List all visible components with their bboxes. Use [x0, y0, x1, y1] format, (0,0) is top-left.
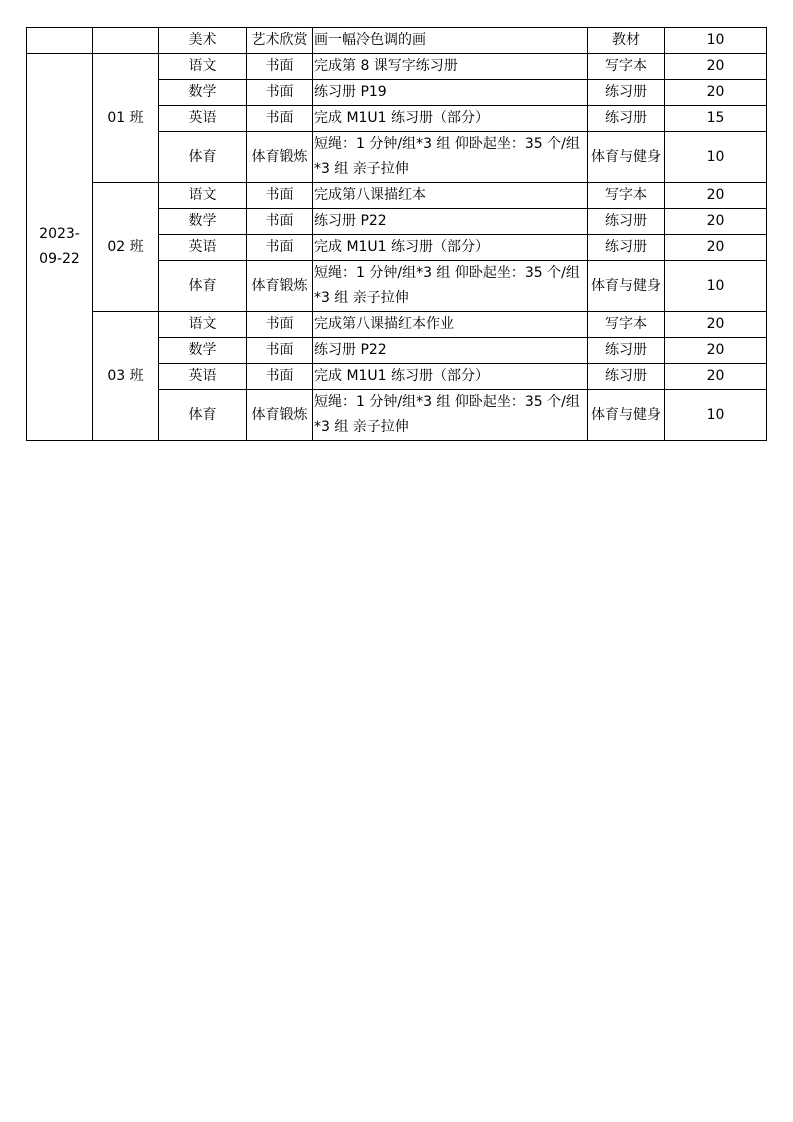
date-cell: 2023-09-22: [27, 54, 93, 441]
subject-cell: 体育: [159, 261, 247, 312]
minutes-cell: 20: [665, 235, 767, 261]
minutes-cell: 20: [665, 364, 767, 390]
type-cell: 书面: [247, 312, 313, 338]
type-cell: 书面: [247, 54, 313, 80]
type-cell: 体育锻炼: [247, 132, 313, 183]
class-cell: 03 班: [93, 312, 159, 441]
minutes-cell: 10: [665, 390, 767, 441]
type-cell: 书面: [247, 338, 313, 364]
table-row: [27, 312, 767, 338]
minutes-cell: 20: [665, 338, 767, 364]
homework-table: [26, 27, 767, 441]
type-cell: 书面: [247, 364, 313, 390]
task-cell: 练习册 P22: [313, 209, 588, 235]
task-cell: 完成 M1U1 练习册（部分）: [313, 106, 588, 132]
subject-cell: 英语: [159, 106, 247, 132]
subject-cell: 数学: [159, 209, 247, 235]
material-cell: 练习册: [588, 235, 665, 261]
subject-cell: 语文: [159, 183, 247, 209]
type-cell: 书面: [247, 209, 313, 235]
subject-cell: 语文: [159, 312, 247, 338]
type-cell: 书面: [247, 106, 313, 132]
material-cell: 写字本: [588, 54, 665, 80]
task-cell: 完成第八课描红本: [313, 183, 588, 209]
material-cell: 体育与健身: [588, 261, 665, 312]
task-cell: 完成 M1U1 练习册（部分）: [313, 364, 588, 390]
subject-cell: 体育: [159, 132, 247, 183]
minutes-cell: 20: [665, 312, 767, 338]
material-cell: 体育与健身: [588, 390, 665, 441]
subject-cell: 英语: [159, 235, 247, 261]
task-cell: 练习册 P19: [313, 80, 588, 106]
material-cell: 写字本: [588, 312, 665, 338]
subject-cell: 数学: [159, 338, 247, 364]
task-cell: 完成第八课描红本作业: [313, 312, 588, 338]
material-cell: 练习册: [588, 80, 665, 106]
material-cell: 练习册: [588, 338, 665, 364]
task-cell: 短绳：1 分钟/组*3 组 仰卧起坐：35 个/组*3 组 亲子拉伸: [313, 390, 588, 441]
minutes-cell: 20: [665, 183, 767, 209]
material-cell: 练习册: [588, 209, 665, 235]
table-row: [27, 54, 767, 80]
minutes-cell: 10: [665, 132, 767, 183]
minutes-cell: 10: [665, 261, 767, 312]
task-cell: 练习册 P22: [313, 338, 588, 364]
material-cell: 练习册: [588, 106, 665, 132]
material-cell: 教材: [588, 28, 665, 54]
task-cell: 完成 M1U1 练习册（部分）: [313, 235, 588, 261]
task-cell: 短绳：1 分钟/组*3 组 仰卧起坐：35 个/组*3 组 亲子拉伸: [313, 261, 588, 312]
material-cell: 体育与健身: [588, 132, 665, 183]
type-cell: 体育锻炼: [247, 261, 313, 312]
class-cell: [93, 28, 159, 54]
material-cell: 练习册: [588, 364, 665, 390]
type-cell: 体育锻炼: [247, 390, 313, 441]
type-cell: 艺术欣赏: [247, 28, 313, 54]
type-cell: 书面: [247, 235, 313, 261]
table-row: [27, 28, 767, 54]
task-cell: 短绳：1 分钟/组*3 组 仰卧起坐：35 个/组*3 组 亲子拉伸: [313, 132, 588, 183]
table-row: [27, 183, 767, 209]
type-cell: 书面: [247, 80, 313, 106]
subject-cell: 语文: [159, 54, 247, 80]
task-cell: 完成第 8 课写字练习册: [313, 54, 588, 80]
subject-cell: 体育: [159, 390, 247, 441]
minutes-cell: 20: [665, 209, 767, 235]
date-cell: [27, 28, 93, 54]
minutes-cell: 20: [665, 54, 767, 80]
task-cell: 画一幅冷色调的画: [313, 28, 588, 54]
minutes-cell: 15: [665, 106, 767, 132]
class-cell: 01 班: [93, 54, 159, 183]
subject-cell: 数学: [159, 80, 247, 106]
subject-cell: 英语: [159, 364, 247, 390]
minutes-cell: 20: [665, 80, 767, 106]
material-cell: 写字本: [588, 183, 665, 209]
type-cell: 书面: [247, 183, 313, 209]
class-cell: 02 班: [93, 183, 159, 312]
minutes-cell: 10: [665, 28, 767, 54]
subject-cell: 美术: [159, 28, 247, 54]
